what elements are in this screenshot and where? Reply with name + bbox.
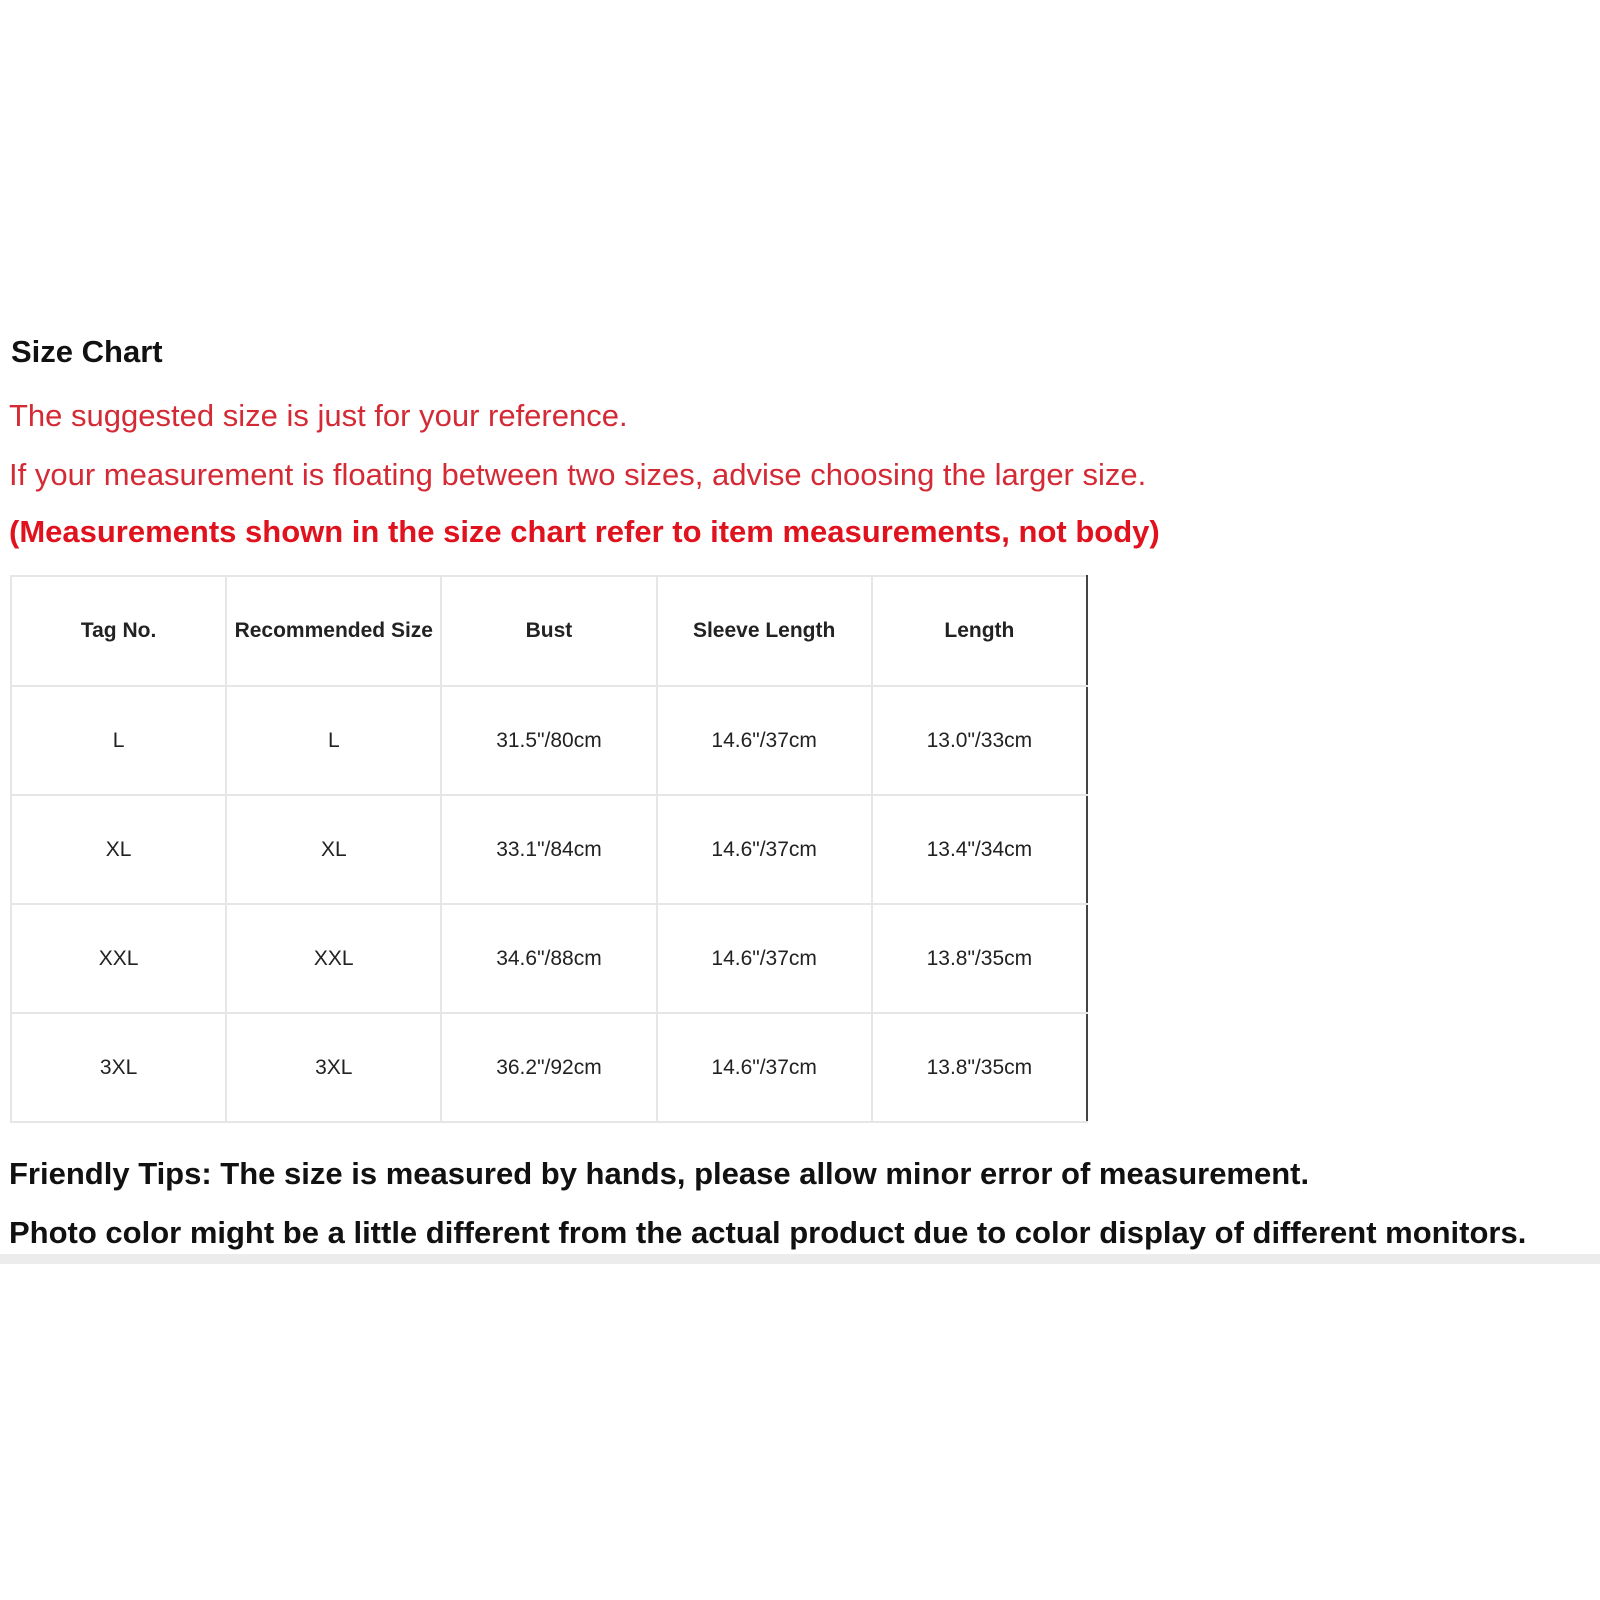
cell-bust: 31.5"/80cm [441, 686, 656, 795]
cell-recommended-size: 3XL [226, 1013, 441, 1122]
header-recommended-size: Recommended Size [226, 576, 441, 686]
table-row [11, 904, 1087, 1013]
friendly-tip: Friendly Tips: The size is measured by hands, please allow minor error of measurement. [9, 1156, 1310, 1191]
table-header-row [11, 576, 1087, 686]
cell-recommended-size: XXL [226, 904, 441, 1013]
cell-length: 13.0"/33cm [872, 686, 1087, 795]
cell-bust: 33.1"/84cm [441, 795, 656, 904]
size-table [10, 575, 1088, 1123]
reference-note: The suggested size is just for your reference. [9, 398, 628, 433]
cell-length: 13.8"/35cm [872, 904, 1087, 1013]
table-row [11, 795, 1087, 904]
header-tag-no: Tag No. [11, 576, 226, 686]
cell-sleeve-length: 14.6"/37cm [657, 795, 872, 904]
cell-tag-no: L [11, 686, 226, 795]
color-disclaimer: Photo color might be a little different from the actual product due to color display of different monitors. [9, 1215, 1527, 1250]
cell-bust: 34.6"/88cm [441, 904, 656, 1013]
advice-note: If your measurement is floating between two sizes, advise choosing the larger size. [9, 457, 1147, 492]
cell-sleeve-length: 14.6"/37cm [657, 1013, 872, 1122]
size-chart-title: Size Chart [11, 334, 163, 369]
cell-length: 13.4"/34cm [872, 795, 1087, 904]
measurement-note: (Measurements shown in the size chart refer to item measurements, not body) [9, 514, 1160, 549]
cell-tag-no: 3XL [11, 1013, 226, 1122]
cell-length: 13.8"/35cm [872, 1013, 1087, 1122]
cell-tag-no: XL [11, 795, 226, 904]
header-length: Length [872, 576, 1087, 686]
table-row [11, 686, 1087, 795]
cell-sleeve-length: 14.6"/37cm [657, 686, 872, 795]
cell-recommended-size: L [226, 686, 441, 795]
cell-recommended-size: XL [226, 795, 441, 904]
table-row [11, 1013, 1087, 1122]
header-sleeve-length: Sleeve Length [657, 576, 872, 686]
header-bust: Bust [441, 576, 656, 686]
cell-sleeve-length: 14.6"/37cm [657, 904, 872, 1013]
cell-bust: 36.2"/92cm [441, 1013, 656, 1122]
cell-tag-no: XXL [11, 904, 226, 1013]
bottom-divider [0, 1254, 1600, 1264]
